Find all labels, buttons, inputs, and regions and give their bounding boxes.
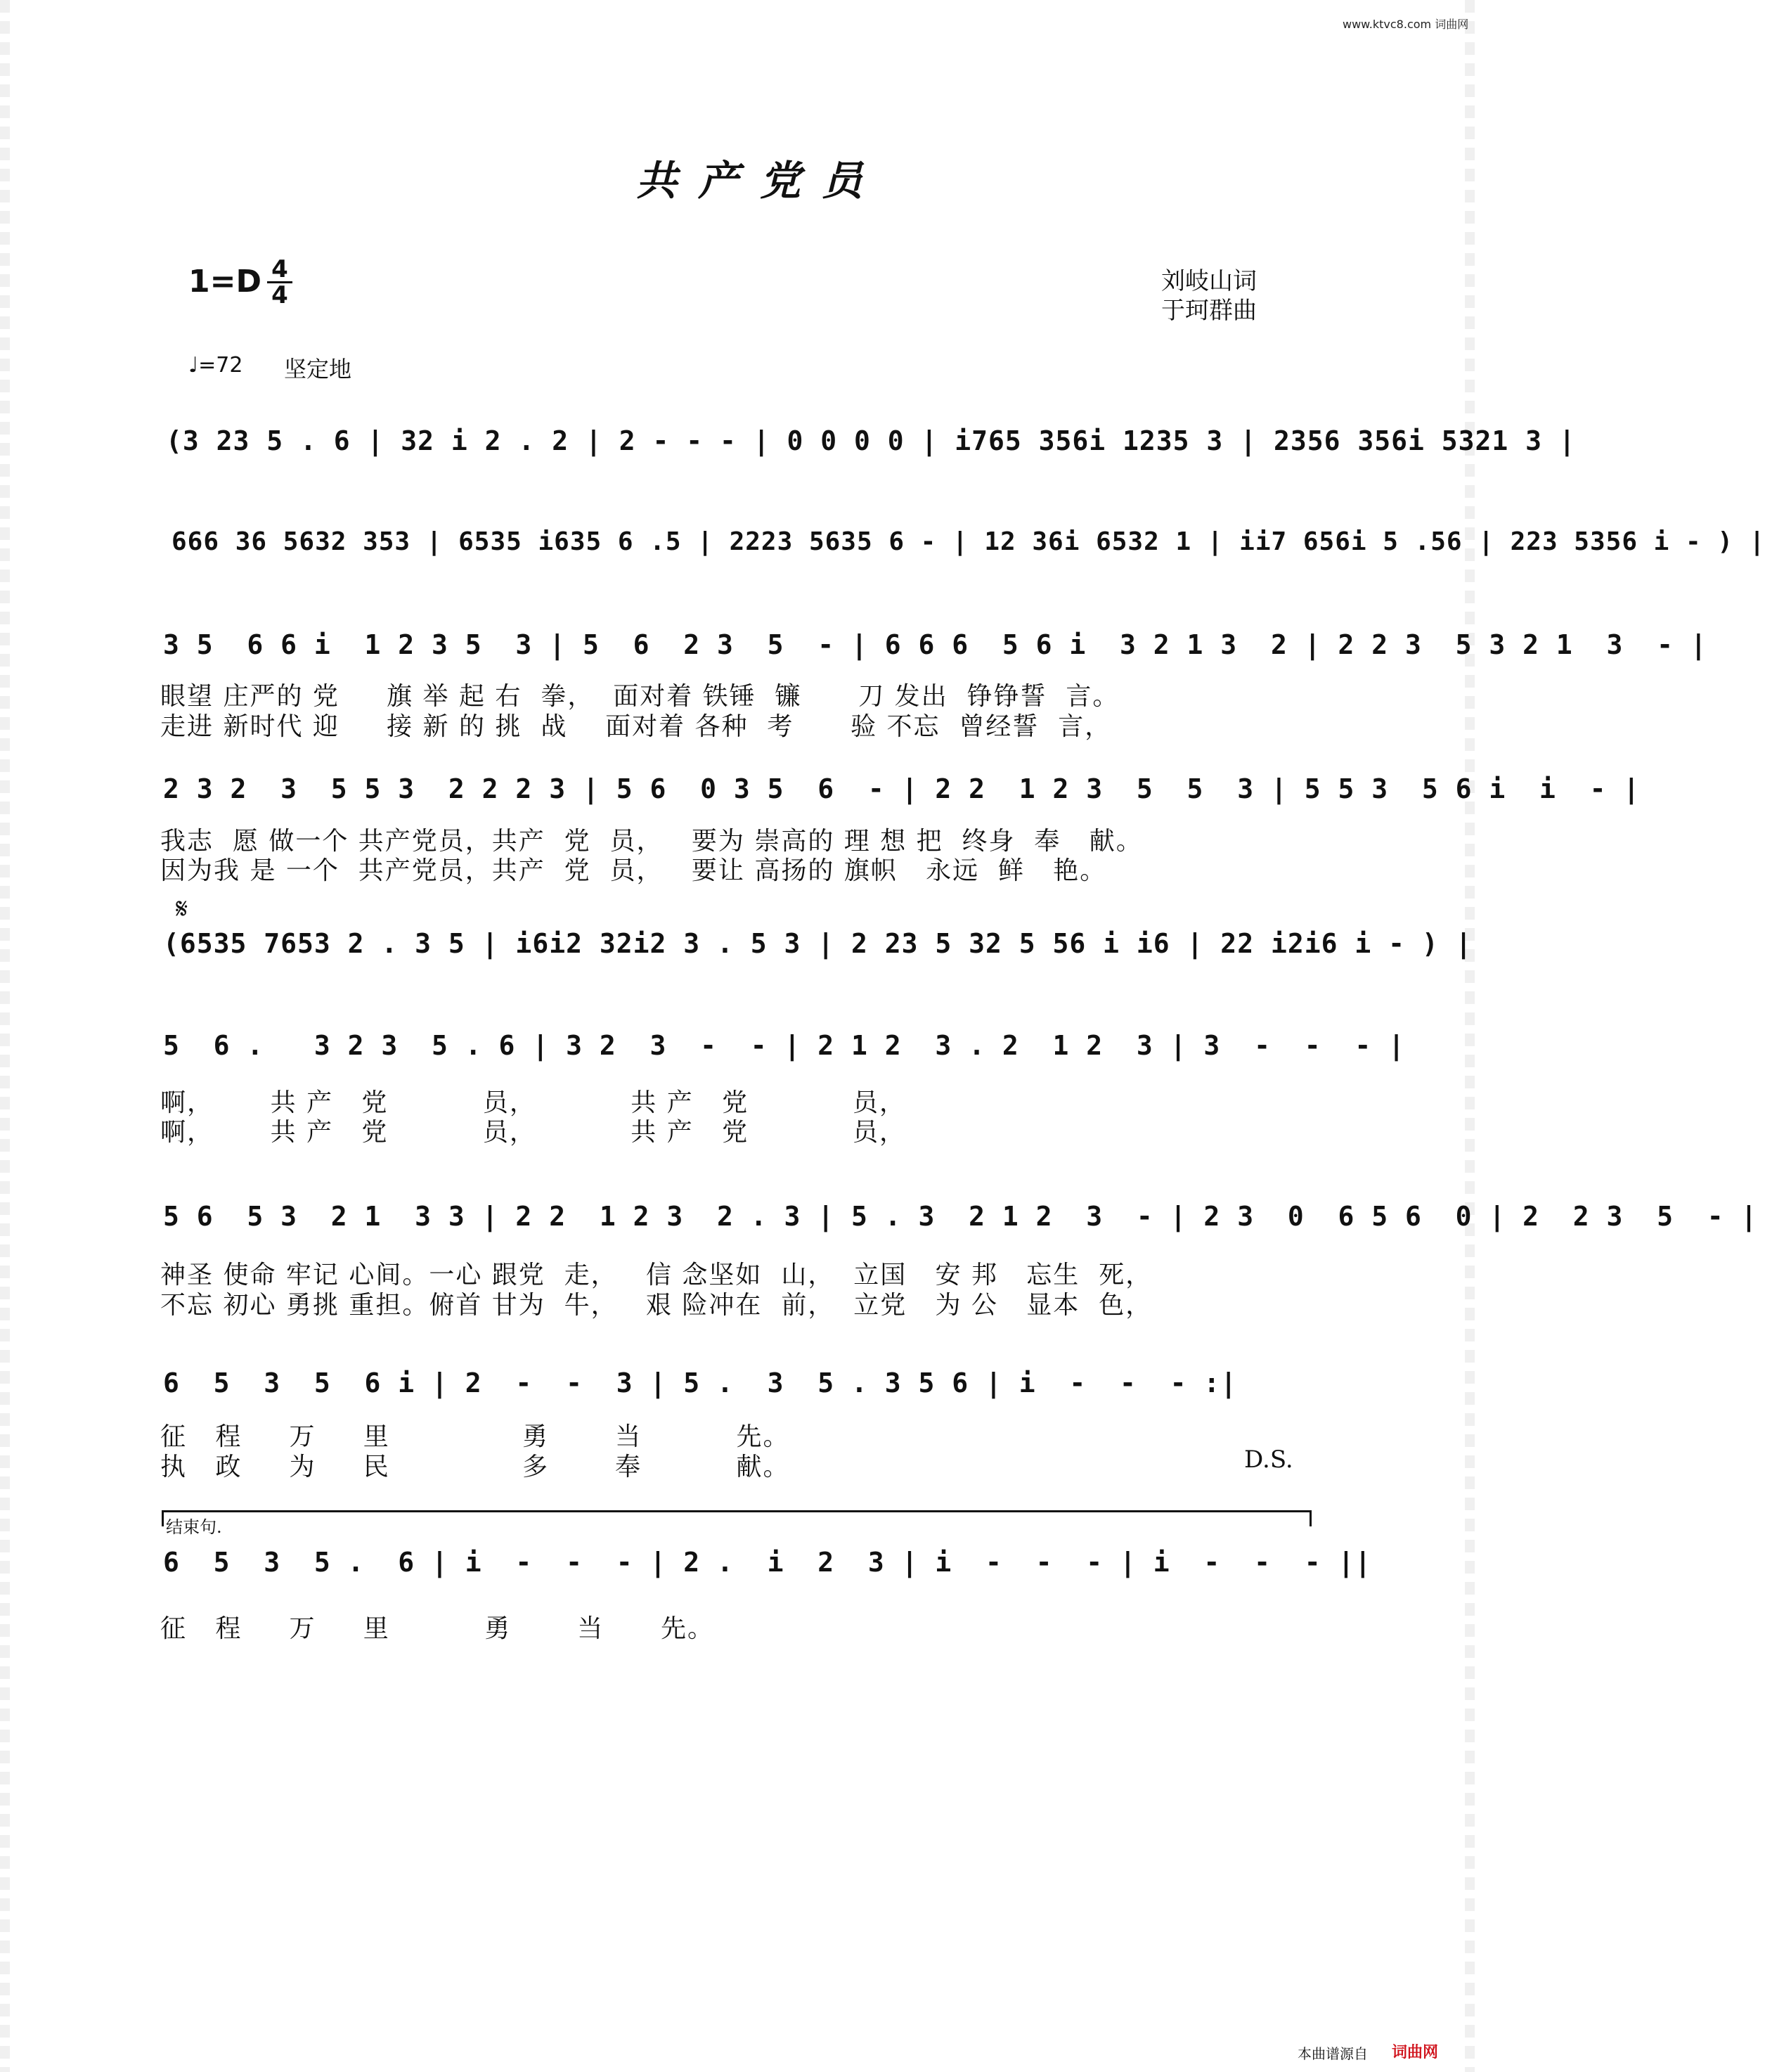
site-tag: www.ktvc8.com 词曲网 (1343, 18, 1469, 31)
lyric-line-8-verse-1: 征 程 万 里 勇 当 先。 (160, 1422, 790, 1451)
time-sig-bottom: 4 (271, 281, 288, 309)
source-label: 本曲谱源自 (1298, 2045, 1368, 2062)
notation-line-2: 666 36 5632 353 | 6535 i635 6 .5 | 2223 5635 6 - | 12 36i 6532 1 | ii7 656i 5 .56 | 223 5356 i - ) | (172, 527, 1765, 556)
lyric-line-3-verse-2: 走进 新时代 迎 接 新 的 挑 战 面对着 各种 考 验 不忘 曾经誓 言， (160, 712, 1112, 741)
page-title: 共产党员 (636, 157, 884, 205)
notation-line-9: 6 5 3 5 . 6 | i - - - | 2 . i 2 3 | i - - - | i - - - || (163, 1547, 1372, 1578)
brand-logo-text: 词曲网 (1392, 2044, 1439, 2061)
key-signature: 1=D (188, 264, 262, 300)
notation-line-3: 3 5 6 6 i 1 2 3 5 3 | 5 6 2 3 5 - | 6 6 6 5 6 i 3 2 1 3 2 | 2 2 3 5 3 2 1 3 - | (163, 629, 1707, 660)
notation-line-4: 2 3 2 3 5 5 3 2 2 2 3 | 5 6 0 3 5 6 - | 2 2 1 2 3 5 5 3 | 5 5 3 5 6 i i - | (163, 773, 1641, 804)
lyric-line-4-verse-2: 因为我 是 一个 共产党员，共产 党 员， 要让 高扬的 旗帜 永远 鲜 艳。 (160, 856, 1107, 885)
lyric-line-7-verse-1: 神圣 使命 牢记 心间。一心 跟党 走， 信 念坚如 山， 立国 安 邦 忘生 死， (160, 1261, 1153, 1289)
lyric-line-3-verse-1: 眼望 庄严的 党 旗 举 起 右 拳， 面对着 铁锤 镰 刀 发出 铮铮誓 言。 (160, 682, 1120, 711)
lyric-line-8-verse-2: 执 政 为 民 多 奉 献。 (160, 1453, 790, 1481)
lyric-line-6-verse-1: 啊， 共 产 党 员， 共 产 党 员， (160, 1088, 906, 1117)
notation-line-7: 5 6 5 3 2 1 3 3 | 2 2 1 2 3 2 . 3 | 5 . 3 2 1 2 3 - | 2 3 0 6 5 6 0 | 2 2 3 5 - | (163, 1201, 1758, 1232)
ending-label: 结束句. (166, 1517, 222, 1537)
right-watermark-stripe (1465, 0, 1475, 2072)
notation-line-8: 6 5 3 5 6 i | 2 - - 3 | 5 . 3 5 . 3 5 6 | i - - - :| (163, 1368, 1238, 1398)
lyricist-credit: 刘岐山词 (1161, 267, 1257, 295)
notation-line-6: 5 6 . 3 2 3 5 . 6 | 3 2 3 - - | 2 1 2 3 . 2 1 2 3 | 3 - - - | (163, 1030, 1405, 1061)
segno-sign: 𝄋 (176, 893, 188, 925)
expression-marking: 坚定地 (284, 356, 352, 382)
notation-line-5: (6535 7653 2 . 3 5 | i6i2 32i2 3 . 5 3 | 2 23 5 32 5 56 i i6 | 22 i2i6 i - ) | (163, 928, 1473, 959)
ending-bracket (162, 1510, 1312, 1526)
left-watermark-stripe (0, 0, 10, 2072)
time-signature (267, 255, 292, 309)
tempo-marking: ♩=72 (188, 353, 243, 378)
lyric-line-6-verse-2: 啊， 共 产 党 员， 共 产 党 员， (160, 1118, 906, 1147)
notation-line-1: (3 23 5 . 6 | 32 i 2 . 2 | 2 - - - | 0 0 0 0 | i765 356i 1235 3 | 2356 356i 5321 3 | (166, 425, 1576, 456)
composer-credit: 于珂群曲 (1161, 297, 1257, 325)
lyric-line-7-verse-2: 不忘 初心 勇挑 重担。俯首 甘为 牛， 艰 险冲在 前， 立党 为 公 显本 色， (160, 1291, 1153, 1320)
lyric-line-4-verse-1: 我志 愿 做一个 共产党员，共产 党 员， 要为 崇高的 理 想 把 终身 奉 献。 (160, 827, 1143, 856)
time-sig-top: 4 (271, 255, 288, 283)
dal-segno-mark: D.S. (1244, 1446, 1293, 1474)
lyric-line-9: 征 程 万 里 勇 当 先。 (160, 1614, 714, 1643)
